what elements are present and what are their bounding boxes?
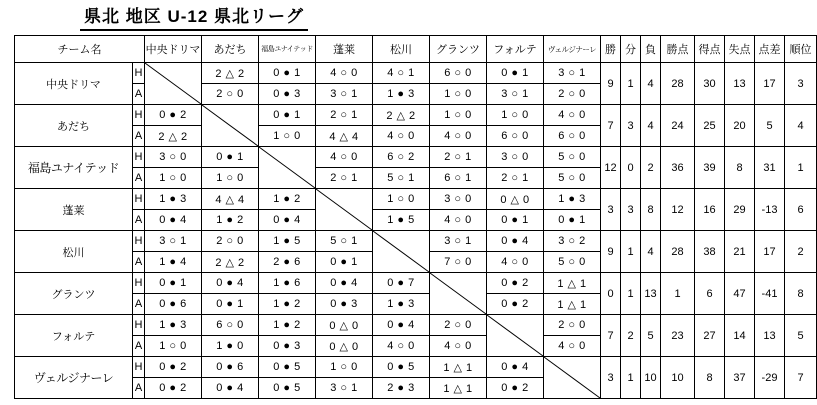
losses-cell: 8 — [641, 189, 661, 231]
result-cell-away: 0 △ 0 — [316, 336, 373, 357]
draws-cell: 1 — [621, 231, 641, 273]
result-cell-home: 0 ● 1 — [202, 147, 259, 168]
result-cell-away: 3 ○ 1 — [316, 378, 373, 399]
result-cell-away: 3 ○ 1 — [316, 84, 373, 105]
away-label: A — [133, 294, 145, 315]
goal-diff-cell: -29 — [755, 357, 785, 399]
result-cell-away: 0 ● 1 — [544, 210, 601, 231]
result-cell-away: 1 ○ 0 — [430, 84, 487, 105]
result-cell-away: 0 ● 1 — [202, 294, 259, 315]
result-cell-home: 1 ○ 0 — [430, 105, 487, 126]
losses-cell: 4 — [641, 105, 661, 147]
standings-table — [14, 35, 817, 399]
rank-cell: 6 — [785, 189, 817, 231]
result-cell-home: 1 ● 2 — [259, 315, 316, 336]
result-cell-home: 0 ● 1 — [487, 63, 544, 84]
result-cell-away: 2 △ 2 — [145, 126, 202, 147]
result-cell-away: 7 ○ 0 — [430, 252, 487, 273]
header-opponent-4: 松川 — [373, 36, 430, 63]
result-cell-away: 1 ○ 0 — [259, 126, 316, 147]
result-cell-home: 0 △ 0 — [316, 315, 373, 336]
result-cell-home: 3 ○ 0 — [487, 147, 544, 168]
team-name: グランツ — [15, 273, 133, 315]
result-cell-home: 4 ○ 0 — [316, 63, 373, 84]
result-cell-away: 0 ● 5 — [259, 378, 316, 399]
result-cell-home: 1 ● 6 — [259, 273, 316, 294]
result-cell-away: 0 ● 3 — [259, 336, 316, 357]
table-row — [15, 63, 817, 84]
points-cell: 36 — [661, 147, 695, 189]
goal-diff-cell: 13 — [755, 315, 785, 357]
result-cell-home: 1 ● 2 — [259, 189, 316, 210]
home-label: H — [133, 189, 145, 210]
result-cell-away: 1 △ 1 — [430, 378, 487, 399]
standings-table-wrap — [14, 35, 812, 399]
wins-cell: 0 — [601, 273, 621, 315]
wins-cell: 3 — [601, 357, 621, 399]
result-cell-home: 3 ○ 0 — [145, 147, 202, 168]
goals-for-cell: 38 — [695, 231, 725, 273]
result-cell-home: 1 ○ 0 — [487, 105, 544, 126]
result-cell-away: 0 ● 4 — [259, 210, 316, 231]
result-cell-away: 2 ○ 1 — [316, 168, 373, 189]
result-cell-home: 1 ○ 0 — [316, 357, 373, 378]
self-cell — [487, 315, 544, 357]
result-cell-home: 0 ● 2 — [145, 105, 202, 126]
rank-cell: 3 — [785, 63, 817, 105]
result-cell-home: 0 ● 4 — [202, 273, 259, 294]
self-cell — [430, 273, 487, 315]
result-cell-away: 1 △ 1 — [544, 294, 601, 315]
result-cell-home: 2 ○ 1 — [430, 147, 487, 168]
result-cell-away: 2 ○ 0 — [202, 84, 259, 105]
header-opponent-3: 蓬莱 — [316, 36, 373, 63]
self-cell — [544, 357, 601, 399]
result-cell-home: 6 ○ 0 — [202, 315, 259, 336]
result-cell-away: 6 ○ 0 — [544, 126, 601, 147]
result-cell-home: 0 ● 1 — [259, 105, 316, 126]
home-label: H — [133, 315, 145, 336]
result-cell-away: 1 ● 5 — [373, 210, 430, 231]
team-name: 福島ユナイテッド — [15, 147, 133, 189]
result-cell-home: 1 ● 3 — [145, 315, 202, 336]
losses-cell: 4 — [641, 63, 661, 105]
table-body — [15, 63, 817, 399]
team-name: あだち — [15, 105, 133, 147]
result-cell-away: 0 ● 2 — [145, 378, 202, 399]
result-cell-home: 5 ○ 1 — [316, 231, 373, 252]
goals-against-cell: 8 — [725, 147, 755, 189]
result-cell-home: 0 ● 4 — [487, 231, 544, 252]
result-cell-home: 0 ● 4 — [487, 357, 544, 378]
away-label: A — [133, 336, 145, 357]
result-cell-away: 4 ○ 0 — [430, 126, 487, 147]
self-cell — [316, 189, 373, 231]
result-cell-away: 1 ● 3 — [373, 84, 430, 105]
result-cell-home: 2 △ 2 — [373, 105, 430, 126]
team-name: ヴェルジナーレ — [15, 357, 133, 399]
team-name: 蓬莱 — [15, 189, 133, 231]
points-cell: 1 — [661, 273, 695, 315]
table-row — [15, 105, 817, 126]
away-label: A — [133, 252, 145, 273]
rank-cell: 7 — [785, 357, 817, 399]
page-title: 県北 地区 U-12 県北リーグ — [80, 2, 308, 31]
result-cell-away: 4 ○ 0 — [430, 210, 487, 231]
result-cell-away: 2 ○ 0 — [544, 84, 601, 105]
result-cell-home: 4 ○ 1 — [373, 63, 430, 84]
result-cell-home: 0 ● 2 — [487, 273, 544, 294]
rank-cell: 4 — [785, 105, 817, 147]
goal-diff-cell: 31 — [755, 147, 785, 189]
points-cell: 12 — [661, 189, 695, 231]
result-cell-home: 2 ○ 1 — [316, 105, 373, 126]
rank-cell: 2 — [785, 231, 817, 273]
goals-against-cell: 14 — [725, 315, 755, 357]
points-cell: 28 — [661, 231, 695, 273]
points-cell: 24 — [661, 105, 695, 147]
result-cell-home: 1 △ 1 — [430, 357, 487, 378]
home-label: H — [133, 63, 145, 84]
result-cell-away: 0 ● 3 — [316, 294, 373, 315]
goals-for-cell: 25 — [695, 105, 725, 147]
result-cell-away: 0 ● 4 — [145, 210, 202, 231]
result-cell-home: 1 △ 1 — [544, 273, 601, 294]
goal-diff-cell: 17 — [755, 63, 785, 105]
header-rank: 順位 — [785, 36, 817, 63]
table-row — [15, 315, 817, 336]
goals-against-cell: 29 — [725, 189, 755, 231]
result-cell-away: 0 ● 1 — [316, 252, 373, 273]
points-cell: 28 — [661, 63, 695, 105]
result-cell-away: 1 ○ 0 — [145, 168, 202, 189]
draws-cell: 1 — [621, 273, 641, 315]
result-cell-away: 0 ● 4 — [202, 378, 259, 399]
result-cell-home: 0 ● 6 — [202, 357, 259, 378]
result-cell-away: 2 △ 2 — [202, 252, 259, 273]
points-cell: 10 — [661, 357, 695, 399]
result-cell-away: 2 ○ 1 — [487, 168, 544, 189]
goals-for-cell: 16 — [695, 189, 725, 231]
team-name: 中央ドリマ — [15, 63, 133, 105]
away-label: A — [133, 378, 145, 399]
losses-cell: 13 — [641, 273, 661, 315]
rank-cell: 5 — [785, 315, 817, 357]
losses-cell: 5 — [641, 315, 661, 357]
header-win: 勝 — [601, 36, 621, 63]
goal-diff-cell: -41 — [755, 273, 785, 315]
table-row — [15, 357, 817, 378]
result-cell-away: 6 ○ 0 — [487, 126, 544, 147]
goal-diff-cell: -13 — [755, 189, 785, 231]
result-cell-home: 4 ○ 0 — [544, 105, 601, 126]
header-opponent-7: ヴェルジナーレ — [544, 36, 601, 63]
result-cell-home: 0 ● 5 — [373, 357, 430, 378]
draws-cell: 3 — [621, 105, 641, 147]
result-cell-home: 6 ○ 0 — [430, 63, 487, 84]
result-cell-away: 2 ● 3 — [373, 378, 430, 399]
result-cell-away: 0 ● 2 — [487, 294, 544, 315]
result-cell-away: 1 ● 0 — [202, 336, 259, 357]
result-cell-home: 1 ● 5 — [259, 231, 316, 252]
result-cell-home: 2 ○ 0 — [202, 231, 259, 252]
result-cell-home: 3 ○ 2 — [544, 231, 601, 252]
result-cell-home: 1 ● 3 — [544, 189, 601, 210]
result-cell-away: 3 ○ 1 — [487, 84, 544, 105]
goal-diff-cell: 17 — [755, 231, 785, 273]
header-opponent-0: 中央ドリマ — [145, 36, 202, 63]
rank-cell: 8 — [785, 273, 817, 315]
result-cell-away: 1 ● 2 — [259, 294, 316, 315]
result-cell-home: 3 ○ 1 — [145, 231, 202, 252]
header-opponent-5: グランツ — [430, 36, 487, 63]
result-cell-home: 3 ○ 1 — [544, 63, 601, 84]
losses-cell: 2 — [641, 147, 661, 189]
result-cell-away: 5 ○ 0 — [544, 252, 601, 273]
result-cell-home: 0 ● 1 — [145, 273, 202, 294]
wins-cell: 9 — [601, 63, 621, 105]
table-row — [15, 273, 817, 294]
header-goals-for: 得点 — [695, 36, 725, 63]
result-cell-home: 4 △ 4 — [202, 189, 259, 210]
result-cell-away: 4 ○ 0 — [373, 126, 430, 147]
result-cell-away: 5 ○ 1 — [373, 168, 430, 189]
result-cell-away: 4 ○ 0 — [487, 252, 544, 273]
result-cell-away: 0 ● 1 — [487, 210, 544, 231]
result-cell-home: 3 ○ 1 — [430, 231, 487, 252]
result-cell-away: 0 ● 6 — [145, 294, 202, 315]
draws-cell: 2 — [621, 315, 641, 357]
self-cell — [145, 63, 202, 105]
goals-for-cell: 30 — [695, 63, 725, 105]
result-cell-home: 4 ○ 0 — [316, 147, 373, 168]
away-label: A — [133, 126, 145, 147]
goals-against-cell: 21 — [725, 231, 755, 273]
team-name: 松川 — [15, 231, 133, 273]
header-goals-against: 失点 — [725, 36, 755, 63]
result-cell-home: 3 ○ 0 — [430, 189, 487, 210]
wins-cell: 7 — [601, 105, 621, 147]
goals-against-cell: 13 — [725, 63, 755, 105]
header-team: チーム名 — [15, 36, 145, 63]
goals-for-cell: 27 — [695, 315, 725, 357]
away-label: A — [133, 168, 145, 189]
goals-against-cell: 20 — [725, 105, 755, 147]
result-cell-away: 4 ○ 0 — [373, 336, 430, 357]
losses-cell: 4 — [641, 231, 661, 273]
points-cell: 23 — [661, 315, 695, 357]
result-cell-home: 5 ○ 0 — [544, 147, 601, 168]
result-cell-away: 0 ● 2 — [487, 378, 544, 399]
rank-cell: 1 — [785, 147, 817, 189]
header-loss: 負 — [641, 36, 661, 63]
result-cell-home: 6 ○ 2 — [373, 147, 430, 168]
header-points: 勝点 — [661, 36, 695, 63]
header-opponent-1: あだち — [202, 36, 259, 63]
away-label: A — [133, 84, 145, 105]
result-cell-away: 2 ● 6 — [259, 252, 316, 273]
result-cell-home: 1 ● 3 — [145, 189, 202, 210]
goals-against-cell: 47 — [725, 273, 755, 315]
result-cell-away: 6 ○ 1 — [430, 168, 487, 189]
result-cell-home: 2 △ 2 — [202, 63, 259, 84]
self-cell — [373, 231, 430, 273]
home-label: H — [133, 273, 145, 294]
team-name: フォルテ — [15, 315, 133, 357]
wins-cell: 12 — [601, 147, 621, 189]
result-cell-away: 1 ○ 0 — [145, 336, 202, 357]
result-cell-away: 1 ● 2 — [202, 210, 259, 231]
wins-cell: 7 — [601, 315, 621, 357]
self-cell — [202, 105, 259, 147]
header-goal-diff: 点差 — [755, 36, 785, 63]
table-row — [15, 189, 817, 210]
goals-for-cell: 6 — [695, 273, 725, 315]
result-cell-home: 0 ● 4 — [316, 273, 373, 294]
home-label: H — [133, 147, 145, 168]
result-cell-home: 2 ○ 0 — [544, 315, 601, 336]
result-cell-away: 1 ● 4 — [145, 252, 202, 273]
result-cell-away: 1 ● 3 — [373, 294, 430, 315]
header-opponent-6: フォルテ — [487, 36, 544, 63]
table-row — [15, 231, 817, 252]
wins-cell: 9 — [601, 231, 621, 273]
result-cell-away: 4 ○ 0 — [544, 336, 601, 357]
goals-for-cell: 8 — [695, 357, 725, 399]
result-cell-home: 0 ● 4 — [373, 315, 430, 336]
result-cell-home: 0 ● 1 — [259, 63, 316, 84]
result-cell-away: 4 ○ 0 — [430, 336, 487, 357]
result-cell-away: 4 △ 4 — [316, 126, 373, 147]
away-label: A — [133, 210, 145, 231]
draws-cell: 0 — [621, 147, 641, 189]
draws-cell: 1 — [621, 63, 641, 105]
losses-cell: 10 — [641, 357, 661, 399]
result-cell-away: 5 ○ 0 — [544, 168, 601, 189]
result-cell-home: 2 ○ 0 — [430, 315, 487, 336]
header-draw: 分 — [621, 36, 641, 63]
header-opponent-2: 福島ユナイテッド — [259, 36, 316, 63]
result-cell-home: 0 △ 0 — [487, 189, 544, 210]
home-label: H — [133, 105, 145, 126]
result-cell-away: 1 ○ 0 — [202, 168, 259, 189]
draws-cell: 1 — [621, 357, 641, 399]
result-cell-home: 0 ● 5 — [259, 357, 316, 378]
table-header-row — [15, 36, 817, 63]
home-label: H — [133, 231, 145, 252]
self-cell — [259, 147, 316, 189]
home-label: H — [133, 357, 145, 378]
wins-cell: 3 — [601, 189, 621, 231]
goals-for-cell: 39 — [695, 147, 725, 189]
goals-against-cell: 37 — [725, 357, 755, 399]
result-cell-home: 0 ● 7 — [373, 273, 430, 294]
table-row — [15, 147, 817, 168]
result-cell-home: 0 ● 2 — [145, 357, 202, 378]
result-cell-away: 0 ● 3 — [259, 84, 316, 105]
draws-cell: 3 — [621, 189, 641, 231]
goal-diff-cell: 5 — [755, 105, 785, 147]
result-cell-home: 1 ○ 0 — [373, 189, 430, 210]
